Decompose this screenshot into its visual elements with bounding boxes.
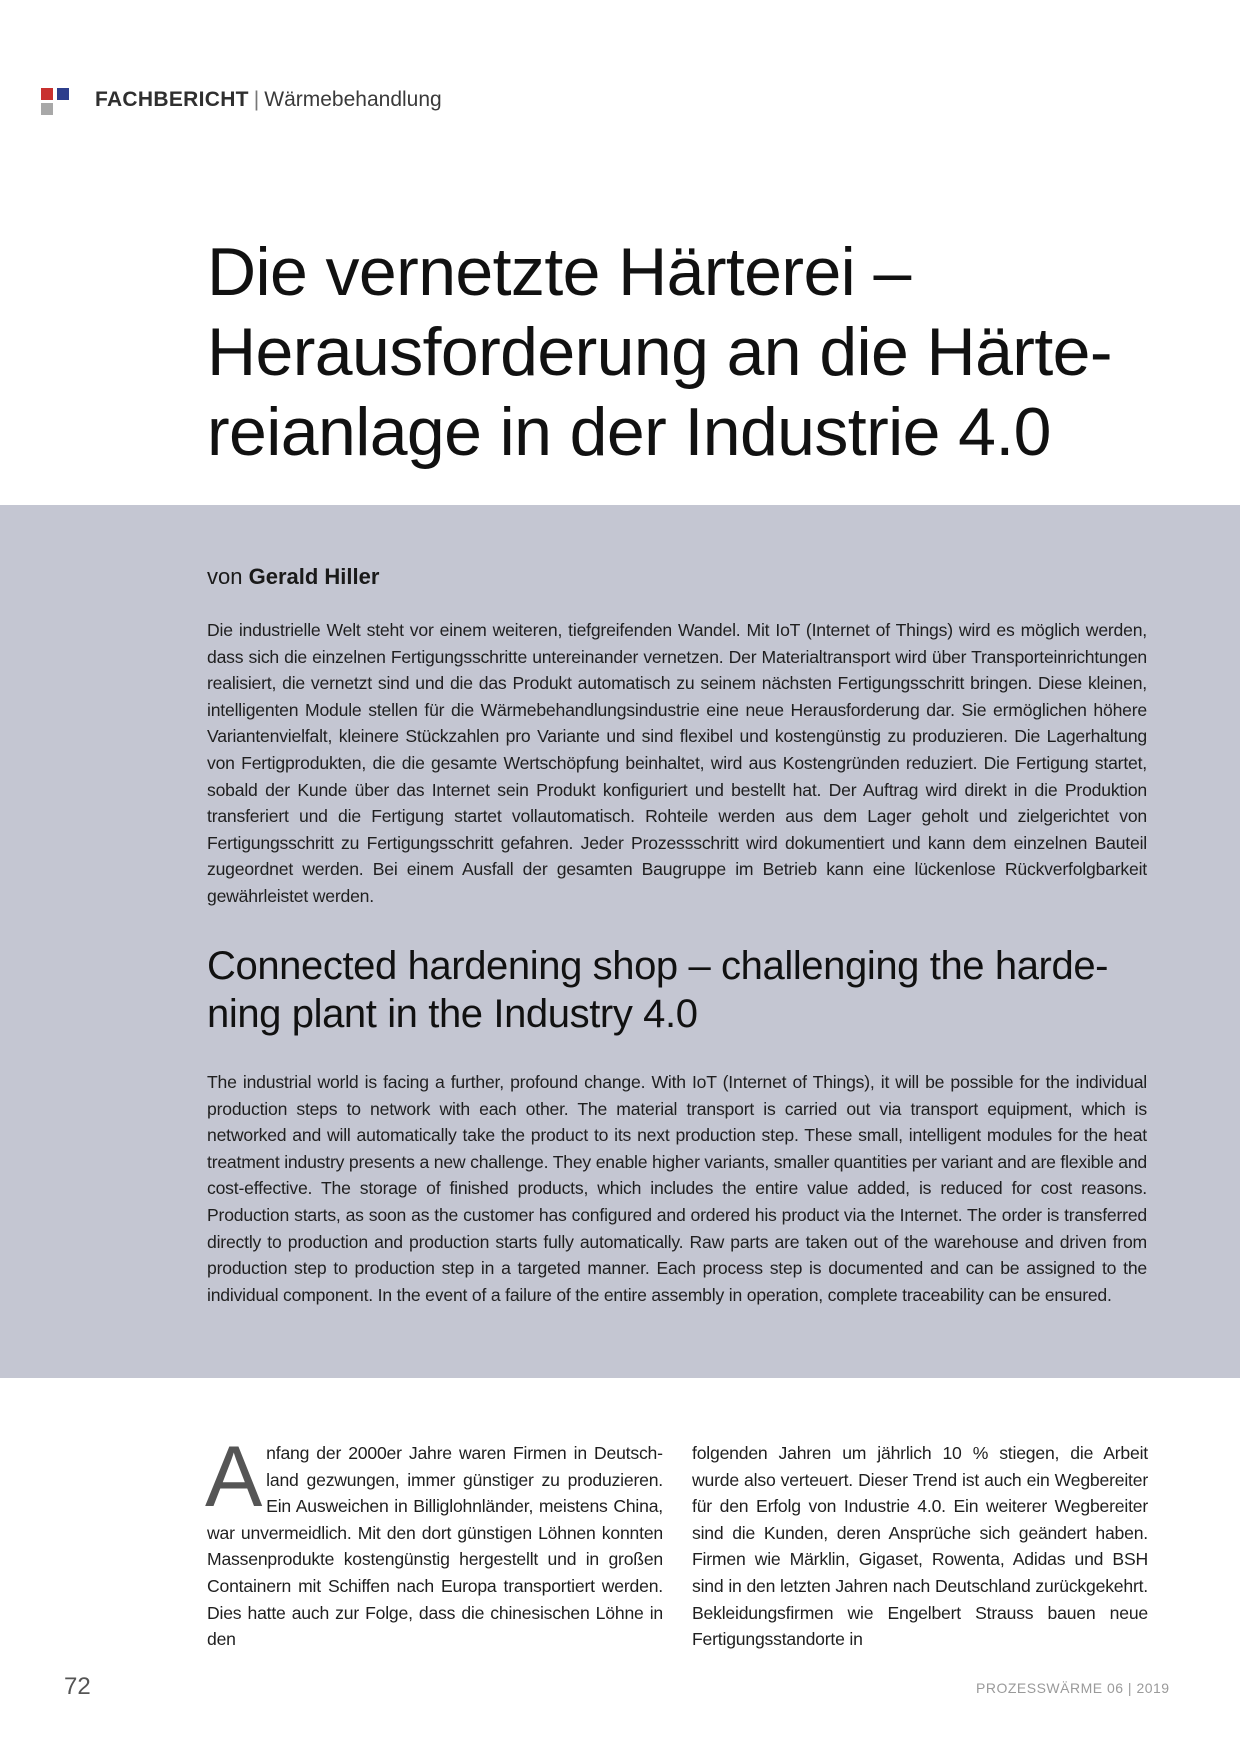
page-number: 72 <box>64 1673 91 1700</box>
journal-issue: PROZESSWÄRME 06 | 2019 <box>976 1680 1170 1696</box>
article-title: Die vernetzte Härterei – Herausforderung an die Härtereianlage in der Industrie 4.0 <box>207 234 1113 470</box>
section-category: FACHBERICHT <box>95 88 249 111</box>
body-column-left <box>205 1429 663 1653</box>
logo-square-grey <box>41 103 53 115</box>
abstract-english: The industrial world is facing a further, profound change. With IoT (Internet of Things), it will be possible for the individual production steps to network with each other. The material transport is carried out via transport equipment, which is networked and will automatically take the product to its next production step. These small, intelligent modules for the heat treatment industry presents a new challenge. They enable higher variants, smaller quantities per variant and are flexible and cost-effective. The storage of finished products, which includes the entire value added, is reduced for cost reasons. Production starts, as soon as the customer has configured and ordered his product via the Internet. The order is transferred directly to production and production starts fully automatically. Raw parts are taken out of the warehouse and driven from production step to production step in a targeted manner. Each process step is documented and can be assigned to the individual component. In the event of a failure of the entire assembly in operation, complete traceability can be ensured. <box>207 1072 1147 1305</box>
drop-cap: A <box>205 1429 263 1525</box>
byline <box>207 564 379 590</box>
logo-square-blue <box>57 88 69 100</box>
english-title: Connected hardening shop – challenging the hardening plant in the Industry 4.0 <box>207 944 1109 1036</box>
byline-prefix: von <box>207 564 243 589</box>
publication-logo <box>41 88 71 118</box>
abstract-german: Die industrielle Welt steht vor einem weiteren, tiefgreifenden Wandel. Mit IoT (Internet of Things) wird es möglich werden, dass sich die einzelnen Fertigungsschritte untereinander vernetzen. Der Materialtransport wird über Transporteinrichtungen realisiert, die vernetzt sind und die das Produkt automatisch zu seinem nächsten Fertigungsschritt bringen. Diese kleinen, intelligenten Module stellen für die Wärmebehandlungsindustrie eine neue Herausforderung dar. Sie ermöglichen höhere Variantenvielfalt, kleinere Stückzahlen pro Variante und sind flexibel und kostengünstig zu produzieren. Die Lagerhaltung von Fertigprodukten, die die gesamte Wertschöpfung beinhaltet, wird aus Kostengründen reduziert. Die Fertigung startet, sobald der Kunde über das Internet sein Produkt konfiguriert und bestellt hat. Der Auftrag wird direkt in die Produktion transferiert und die Fertigung startet vollautomatisch. Rohteile werden aus dem Lager geholt und zielgerichtet von Fertigungsschritt zu Fertigungsschritt gefahren. Jeder Prozessschritt wird dokumentiert und kann dem einzelnen Bauteil zugeordnet werden. Bei einem Ausfall der gesamten Baugruppe im Betrieb kann eine lückenlose Rückverfolgbarkeit gewährleistet werden. <box>207 620 1147 906</box>
logo-square-red <box>41 88 53 100</box>
section-topic: Wärmebehandlung <box>264 88 442 111</box>
body-column-left-text: nfang der 2000er Jahre waren Firmen in Deutschland gezwungen, immer günstiger zu produzieren. Ein Ausweichen in Billiglohnländer, meistens China, war unvermeidlich. Mit den dort günstigen Löhnen konnten Massenprodukte kostengünstig hergestellt und in großen Containern mit Schiffen nach Europa transportiert werden. Dies hatte auch zur Folge, dass die chinesischen Löhne in den <box>207 1443 663 1650</box>
body-column-right: folgenden Jahren um jährlich 10 % stiegen, die Arbeit wurde also verteuert. Dieser Trend ist auch ein Wegbereiter für den Erfolg von Industrie 4.0. Ein weiterer Wegbereiter sind die Kunden, deren Ansprüche sich geändert haben. Firmen wie Märklin, Gigaset, Rowenta, Adidas und BSH sind in den letzten Jahren nach Deutschland zurückgekehrt. Bekleidungsfirmen wie Engelbert Strauss bauen neue Fertigungsstandorte in <box>692 1443 1148 1650</box>
author-name: Gerald Hiller <box>248 564 380 589</box>
section-label <box>95 88 442 112</box>
section-separator: | <box>253 88 260 111</box>
